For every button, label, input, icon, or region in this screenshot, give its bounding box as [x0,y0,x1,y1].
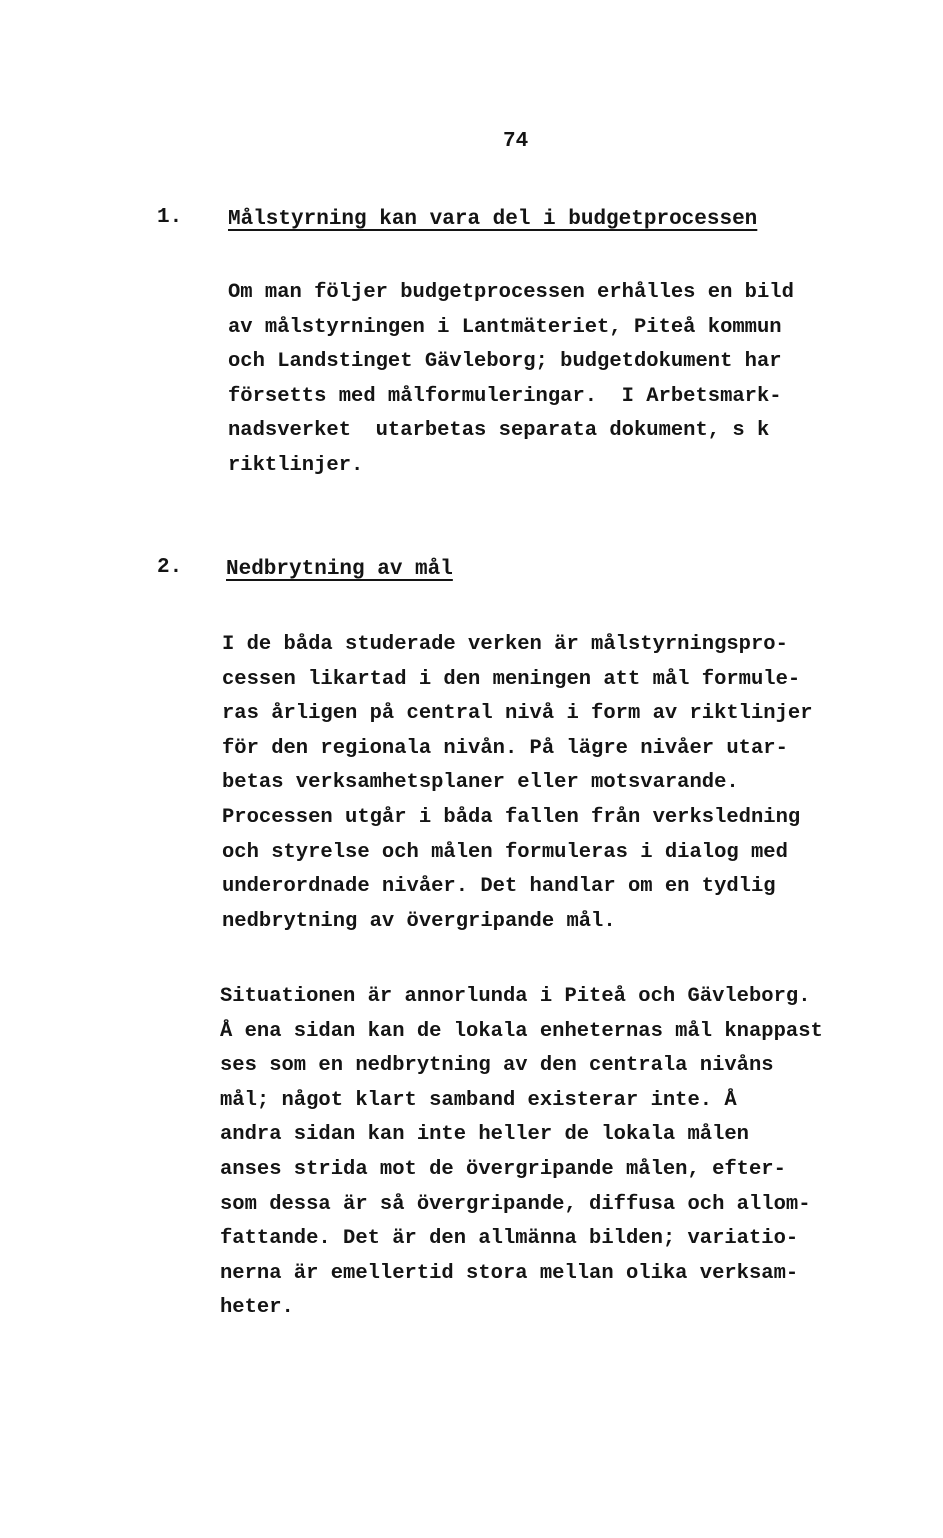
paragraph [222,628,813,939]
section-title: Nedbrytning av mål [226,558,453,581]
text-line: ses som en nedbrytning av den centrala nivåns [220,1054,774,1078]
paragraph [228,276,794,484]
text-line: som dessa är så övergripande, diffusa och allom- [220,1192,811,1216]
text-line: anses strida mot de övergripande målen, efter- [220,1157,786,1181]
text-line: nadsverket utarbetas separata dokument, s k [228,419,770,443]
text-line: nedbrytning av övergripande mål. [222,909,616,933]
text-line: Situationen är annorlunda i Piteå och Gävleborg. [220,985,811,1008]
text-line: och styrelse och målen formuleras i dialog med [222,840,788,864]
section-title: Målstyrning kan vara del i budgetprocessen [228,208,758,231]
text-line: I de båda studerade verken är målstyrningspro- [222,633,788,656]
text-line: försetts med målformuleringar. I Arbetsmark- [228,384,782,408]
text-line: heter. [220,1296,294,1320]
text-line: fattande. Det är den allmänna bilden; variatio- [220,1227,799,1251]
text-line: mål; något klart samband existerar inte. Å [220,1088,737,1112]
text-line: cessen likartad i den meningen att mål formule- [222,667,801,691]
text-line: för den regionala nivån. På lägre nivåer utar- [222,736,788,760]
text-line: Om man följer budgetprocessen erhålles en bild [228,281,794,304]
text-line: Å ena sidan kan de lokala enheternas mål knappast [220,1019,823,1043]
text-line: ras årligen på central nivå i form av riktlinjer [222,702,813,726]
section-number: 1. [157,206,183,229]
text-line: av målstyrningen i Lantmäteriet, Piteå kommun [228,315,782,339]
text-line: Processen utgår i båda fallen från verksledning [222,805,801,829]
text-line: underordnade nivåer. Det handlar om en tydlig [222,875,776,899]
text-line: riktlinjer. [228,453,364,477]
page-number: 74 [503,130,529,153]
text-line: andra sidan kan inte heller de lokala målen [220,1123,749,1147]
paragraph [220,980,823,1326]
text-line: nerna är emellertid stora mellan olika verksam- [220,1261,799,1285]
text-line: betas verksamhetsplaner eller motsvarande. [222,771,739,795]
section-number: 2. [157,556,183,579]
text-line: och Landstinget Gävleborg; budgetdokument har [228,350,782,374]
